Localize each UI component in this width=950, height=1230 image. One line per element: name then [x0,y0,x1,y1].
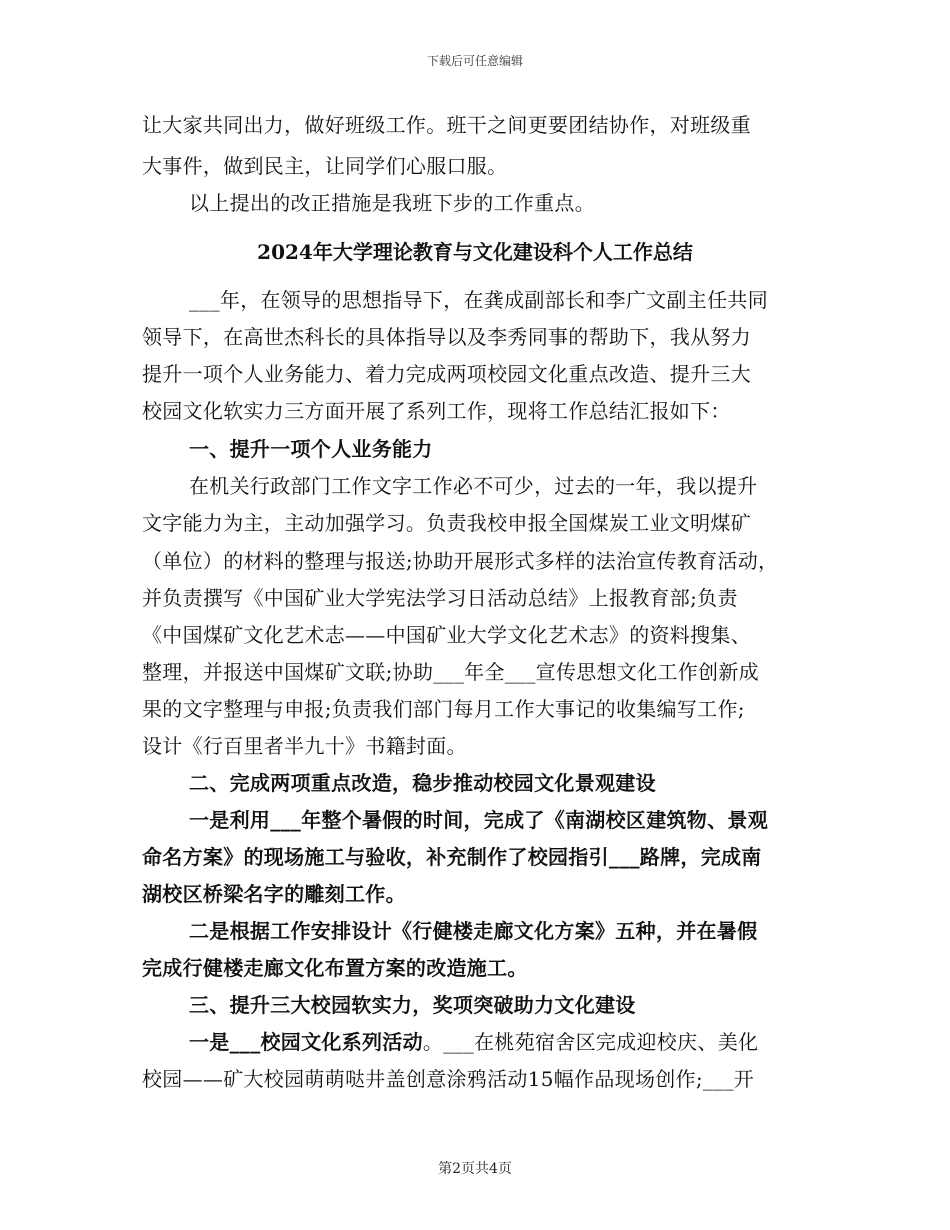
body-line: 湖校区桥梁名字的雕刻工作。 [142,882,406,906]
body-line [189,1030,758,1054]
article-title: 2024年大学理论教育与文化建设科个人工作总结 [257,240,693,264]
body-line: 在机关行政部门工作文字工作必不可少，过去的一年，我以提升 [189,474,758,498]
body-line: ___年，在领导的思想指导下，在龚成副部长和李广文副主任共同 [189,288,768,312]
body-line: 设计《行百里者半九十》书籍封面。 [142,734,467,758]
section-heading: 三、提升三大校园软实力，奖项突破助力文化建设 [189,993,636,1017]
body-line: 命名方案》的现场施工与验收，补充制作了校园指引___路牌，完成南 [142,845,762,869]
section-heading: 二、完成两项重点改造，稳步推动校园文化景观建设 [189,771,656,795]
lead-phrase: 一是___校园文化系列活动 [189,1030,423,1054]
body-line: 校园文化软实力三方面开展了系列工作，现将工作总结汇报如下： [142,399,731,423]
body-line: 一是利用___年整个暑假的时间，完成了《南湖校区建筑物、景观 [189,808,768,832]
body-line: 让大家共同出力，做好班级工作。班干之间更要团结协作，对班级重 [142,113,751,137]
body-line: 以上提出的改正措施是我班下步的工作重点。 [189,191,595,215]
body-line: 领导下，在高世杰科长的具体指导以及李秀同事的帮助下，我从努力 [142,325,751,349]
body-line: 二是根据工作安排设计《行健楼走廊文化方案》五种，并在暑假 [189,919,758,943]
body-line: 校园——矿大校园萌萌哒井盖创意涂鸦活动15幅作品现场创作;___开 [142,1067,755,1091]
body-line: 提升一项个人业务能力、着力完成两项校园文化重点改造、提升三大 [142,362,751,386]
body-line: 果的文字整理与申报;负责我们部门每月工作大事记的收集编写工作; [142,697,745,721]
body-line: 《中国煤矿文化艺术志——中国矿业大学文化艺术志》的资料搜集、 [142,623,751,647]
body-line: 并负责撰写《中国矿业大学宪法学习日活动总结》上报教育部;负责 [142,586,738,610]
lead-rest: 。___在桃苑宿舍区完成迎校庆、美化 [422,1030,759,1054]
body-line: （单位）的材料的整理与报送;协助开展形式多样的法治宣传教育活动， [142,549,779,573]
body-line: 大事件，做到民主，让同学们心服口服。 [142,154,508,178]
section-heading: 一、提升一项个人业务能力 [189,437,433,461]
body-line: 完成行健楼走廊文化布置方案的改造施工。 [142,956,528,980]
page-footer: 第2页共4页 [438,1161,512,1177]
body-line: 整理，并报送中国煤矿文联;协助___年全___宣传思想文化工作创新成 [142,660,759,684]
page-header: 下载后可任意编辑 [426,54,523,68]
body-line: 文字能力为主，主动加强学习。负责我校申报全国煤炭工业文明煤矿 [142,511,751,535]
